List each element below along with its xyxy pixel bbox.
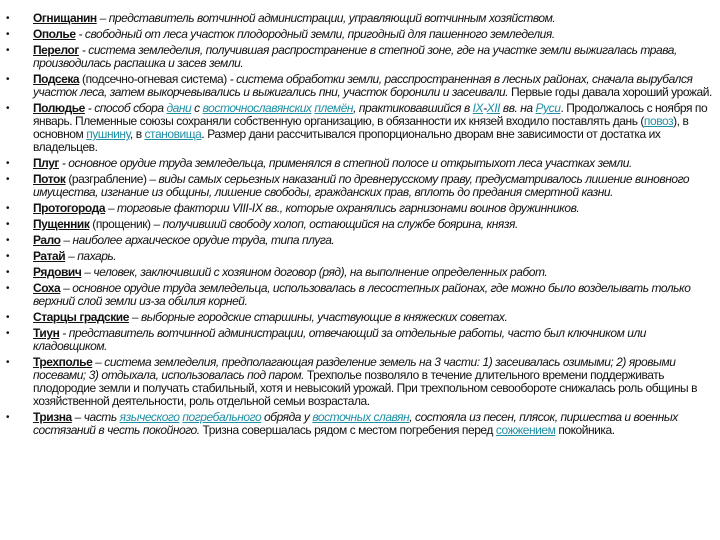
glossary-term: Ратай [33,249,66,263]
glossary-item [0,157,712,170]
definition-text: вв. на [500,101,536,115]
glossary-term: Трехполье [33,355,93,369]
definition-text: - свободный от леса участок плодородный земли, пригодный для пашенного земледелия. [75,27,555,41]
reference-link[interactable]: восточных славян [312,410,410,424]
glossary-item [0,250,712,263]
definition-text: . Размер дани рассчитывался пропорционально дворам вне зависимости от достатка их владельцев. [33,127,661,154]
glossary-item [0,102,712,154]
glossary-item [0,282,712,308]
glossary-item [0,44,712,70]
bullet-icon: • [6,251,10,262]
definition-text: (разграбление) [65,172,150,186]
reference-link[interactable]: языческого [119,410,180,424]
glossary-item [0,73,712,99]
bullet-icon: • [6,45,10,56]
definition-text: – получивший свободу холоп, остающийся на службе боярина, князя. [153,217,518,231]
glossary-term: Рядович [33,265,82,279]
glossary-term: Перелог [33,43,79,57]
definition-text: - система земледелия, получившая распространение в степной зоне, где на участке земли выжигалась трава, производилась распашка и засев земли. [33,43,677,70]
glossary-term: Огнищанин [33,11,97,25]
bullet-icon: • [6,203,10,214]
bullet-icon: • [6,312,10,323]
definition-text: - способ сбора [84,101,167,115]
glossary-item [0,327,712,353]
definition-text: – пахарь. [65,249,117,263]
bullet-icon: • [6,158,10,169]
reference-link[interactable]: племён [314,101,354,115]
definition-text: Трехполье позволяло в течение длительного времени поддерживать плодородие земли и получать стабильный, хотя и невысокий урожай. При трехпольном севообороте снижалась роль общины в хозяйственной деятельности, роль отдельной семьи возрастала. [33,368,697,408]
glossary-item [0,356,712,408]
reference-link[interactable]: IX [472,101,484,115]
bullet-icon: • [6,174,10,185]
definition-text: – представитель вотчинной администрации, управляющий вотчинным хозяйством. [96,11,556,25]
glossary-term: Ополье [33,27,76,41]
definition-text: с [191,101,203,115]
definition-text: - [483,101,487,115]
glossary-term: Пущенник [33,217,90,231]
glossary-term: Тиун [33,326,60,340]
glossary-term: Старцы градские [33,310,129,324]
definition-text: обряда у [261,410,313,424]
glossary-term: Тризна [33,410,72,424]
reference-link[interactable]: повоз [643,114,674,128]
bullet-icon: • [6,412,10,423]
bullet-icon: • [6,328,10,339]
definition-text: (прощеник) [89,217,154,231]
bullet-icon: • [6,74,10,85]
definition-text: , состояла из песен, плясок, пиршества и военных состязаний в честь покойного. [33,410,678,437]
definition-text: – основное орудие труда земледельца, использовалась в лесостепных районах, где можно было возделывать только верхний слой земли из-за обилия корней. [33,281,691,308]
glossary-term: Подсека [33,72,80,86]
definition-text: – виды самых серьезных наказаний по древнерусскому праву, предусматривалось лишение виновного имущества, изгнание из общины, лишение свободы, гражданских прав, вплоть до предания смертной казни. [33,172,690,199]
definition-text: – торговые фактории VIII-IX вв., которые охранялись гарнизонами воинов дружинников. [105,201,580,215]
glossary-item [0,218,712,231]
definition-text: – система земледелия, предполагающая разделение земель на 3 части: 1) засеивалась озимыми; 2) яровыми посевами; 3) отдыхала, использовалась под паром. [33,355,676,382]
bullet-icon: • [6,29,10,40]
bullet-icon: • [6,103,10,114]
definition-text: Тризна совершалась рядом с местом погребения перед [199,423,496,437]
definition-text: покойника. [555,423,615,437]
definition-text: , практиковавшийся в [353,101,473,115]
glossary-item [0,311,712,324]
glossary-item [0,12,712,25]
glossary-item [0,173,712,199]
bullet-icon: • [6,357,10,368]
reference-link[interactable]: Руси [535,101,561,115]
bullet-icon: • [6,13,10,24]
definition-text: . Продолжалось с ноября по январь. Племенные союзы сохраняли собственную организацию, в обязанности их князей входило поставлять дань ( [33,101,708,128]
glossary-term: Поток [33,172,66,186]
reference-link[interactable]: становища [144,127,202,141]
reference-link[interactable]: XII [486,101,500,115]
glossary-item [0,234,712,247]
glossary-term: Соха [33,281,61,295]
bullet-icon: • [6,267,10,278]
reference-link[interactable]: погребального [182,410,262,424]
glossary-term: Плуг [33,156,59,170]
definition-text: – часть [71,410,120,424]
definition-text: – человек, заключивший с хозяином договор (ряд), на выполнение определенных работ. [81,265,548,279]
glossary-item [0,266,712,279]
definition-text: – наиболее архаическое орудие труда, типа плуга. [60,233,335,247]
bullet-icon: • [6,283,10,294]
definition-text: ), в основном [33,114,689,141]
bullet-icon: • [6,219,10,230]
reference-link[interactable]: сожжением [495,423,556,437]
definition-text: (подсечно-огневая система) [79,72,230,86]
reference-link[interactable]: пушнину [86,127,130,141]
glossary-term: Рало [33,233,61,247]
bullet-icon: • [6,235,10,246]
reference-link[interactable]: дани [166,101,192,115]
glossary-item [0,28,712,41]
glossary-item [0,202,712,215]
definition-text: - система обработки земли, расспространенная в лесных районах, сначала вырубался участок леса, затем выкорчевывались и выжигались пни, участок боронили и засеивали. [33,72,693,99]
definition-text: – выборные городские старшины, участвующие в княжеских советах. [128,310,508,324]
reference-link[interactable]: восточнославянских [202,101,312,115]
definition-text: , в [129,127,145,141]
definition-text: - представитель вотчинной администрации, отвечающий за отдельные работы, часто был ключником или кладовщиком. [33,326,647,353]
glossary-item [0,411,712,437]
glossary-term: Протогорода [33,201,106,215]
definition-text: Первые годы давала хороший урожай. [508,85,712,99]
definition-text: - основное орудие труда земледельца, применялся в степной полосе и открытыхот леса участках земли. [58,156,632,170]
glossary-term: Полюдье [33,101,85,115]
